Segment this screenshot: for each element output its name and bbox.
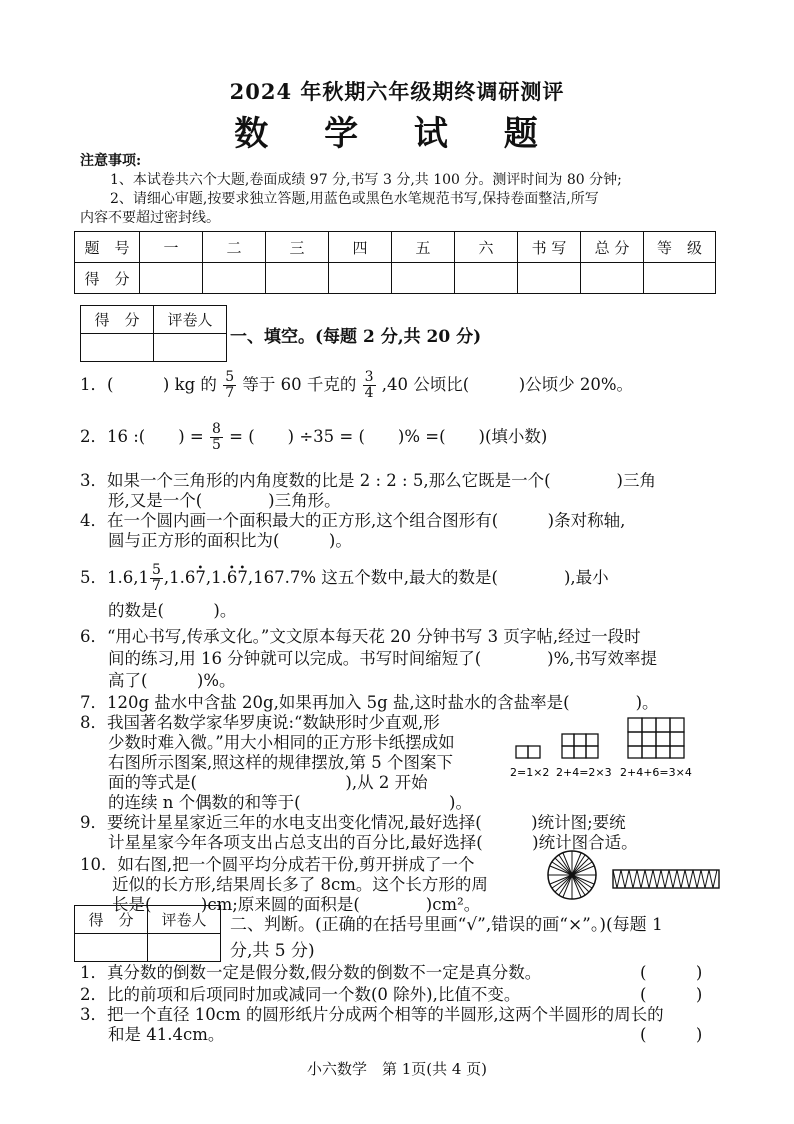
score-cell[interactable] [266,263,329,294]
grader-name-cell[interactable] [154,334,227,362]
score-cell[interactable] [140,263,203,294]
score-table-label-2: 得 分 [75,263,140,294]
question-1-6-cont2: 高了( )%。 [108,671,236,690]
score-col-4: 四 [329,232,392,263]
score-col-1: 一 [140,232,203,263]
grader-score-label: 得 分 [75,906,148,934]
fraction-5-7: $\frac{5}{7}$ [225,369,235,401]
question-1-8-cont3: 面的等式是( ),从 2 开始 [108,773,428,792]
question-1-5-cont: 的数是( )。 [108,601,237,620]
grader-score-cell[interactable] [75,934,148,962]
pattern-1-caption: 2=1×2 [510,766,550,779]
score-cell[interactable] [329,263,392,294]
score-table-score-row [75,263,716,294]
score-cell[interactable] [518,263,581,294]
repeating-digit: • 6 [227,568,238,587]
repeating-digit: • 7 [237,568,248,587]
score-table-header-row [75,232,716,263]
q5-text-b: ,1.6 [163,568,196,587]
score-table [74,231,716,294]
approx-rectangle [613,870,719,888]
score-cell[interactable] [203,263,266,294]
score-cell[interactable] [455,263,518,294]
q2-text-a: 2．16 :( ) = [80,427,204,446]
judge-question-3: 3．把一个直径 10cm 的圆形纸片分成两个相等的半圆形,这两个半圆形的周长的 [80,1005,664,1024]
grader-box-1 [80,305,227,362]
section-1-title: 一、填空。(每题 2 分,共 20 分) [230,327,482,347]
square-pattern-figure [508,712,718,784]
grader-score-label: 得 分 [81,306,154,334]
judge-answer-bracket-2[interactable]: ( ) [640,985,703,1004]
repeating-digit: • 7 [195,568,206,587]
score-col-writing: 书 写 [518,232,581,263]
notice-heading: 注意事项: [80,153,142,169]
sliced-circle [548,851,596,899]
pattern-2 [562,734,598,758]
score-col-grade: 等 级 [644,232,716,263]
q5-text-a: 5．1.6,1 [80,568,149,587]
question-1-8-cont1: 少数时难入微。”用大小相同的正方形卡纸摆成如 [108,733,455,752]
q1-text-c: ,40 公顷比( )公顷少 20%。 [381,375,634,394]
grader-name-cell[interactable] [148,934,221,962]
judge-answer-bracket-3[interactable]: ( ) [640,1025,703,1044]
page-footer: 小六数学 第 1页(共 4 页) [306,1060,488,1078]
judge-question-2: 2．比的前项和后项同时加或减同一个数(0 除外),比值不变。 [80,985,521,1004]
question-1-10-cont1: 近似的长方形,结果周长多了 8cm。这个长方形的周 [112,875,488,894]
judge-question-3-cont: 和是 41.4cm。 [108,1025,225,1044]
notice-item-2-cont: 内容不要超过密封线。 [80,210,220,226]
judge-answer-bracket-1[interactable]: ( ) [640,963,703,982]
question-1-8-cont2: 右图所示图案,照这样的规律摆放,第 5 个图案下 [108,753,453,772]
fraction-8-5: $\frac{8}{5}$ [212,421,221,453]
question-1-9: 9．要统计星星家近三年的水电支出变化情况,最好选择( )统计图;要统 [80,813,626,832]
score-col-3: 三 [266,232,329,263]
pattern-2-caption: 2+4=2×3 [556,766,612,779]
question-1-10: 10．如右图,把一个圆平均分成若干份,剪开拼成了一个 [80,855,475,874]
pattern-1 [516,746,540,758]
judge-question-1: 1．真分数的倒数一定是假分数,假分数的倒数不一定是真分数。 [80,963,542,982]
question-1-4-cont: 圆与正方形的面积比为( )。 [108,531,352,550]
notice-block [80,152,720,228]
question-1-3: 3．如果一个三角形的内角度数的比是 2 : 2 : 5,那么它既是一个( )三角 [80,471,656,490]
fraction-5-7: $\frac{5}{7}$ [151,562,161,594]
question-1-5 [80,563,609,594]
question-1-8-cont4: 的连续 n 个偶数的和等于( )。 [108,793,472,812]
q1-text-b: 等于 60 千克的 [242,375,357,394]
score-cell[interactable] [644,263,716,294]
pattern-3 [628,718,684,758]
score-col-2: 二 [203,232,266,263]
grader-name-label: 评卷人 [148,906,221,934]
question-1-6: 6．“用心书写,传承文化。”文文原本每天花 20 分钟书写 3 页字帖,经过一段时 [80,627,641,646]
score-cell[interactable] [392,263,455,294]
notice-item-1: 1、本试卷共六个大题,卷面成绩 97 分,书写 3 分,共 100 分。测评时间为 80 分钟; [110,172,622,188]
score-col-5: 五 [392,232,455,263]
question-1-9-cont: 计星星家今年各项支出占总支出的百分比,最好选择( )统计图合适。 [108,833,638,852]
question-1-8: 8．我国著名数学家华罗庚说:“数缺形时少直观,形 [80,713,440,732]
question-1-3-cont: 形,又是一个( )三角形。 [108,491,341,510]
question-1-7: 7．120g 盐水中含盐 20g,如果再加入 5g 盐,这时盐水的含盐率是( )。 [80,693,659,712]
question-1-10-cont2: 长是( )cm;原来圆的面积是( )cm²。 [112,895,481,914]
score-col-6: 六 [455,232,518,263]
question-1-2 [80,422,547,453]
q2-text-b: = ( ) ÷35 = ( )% =( )(填小数) [229,427,548,446]
q1-text-a: 1．( ) kg 的 [80,375,217,394]
fraction-3-4: $\frac{3}{4}$ [364,369,374,401]
grader-box-2 [74,905,221,962]
exam-title: 2024 年秋期六年级期终调研测评 [229,79,565,104]
section-2-title: 二、判断。(正确的在括号里画“√”,错误的画“×”。)(每题 1 [230,915,663,935]
pattern-3-caption: 2+4+6=3×4 [620,766,692,779]
q5-text-c: ,1. [205,568,227,587]
q5-text-d: ,167.7% 这五个数中,最大的数是( ),最小 [247,568,609,587]
grader-score-cell[interactable] [81,334,154,362]
subject-title: 数 学 试 题 [234,114,560,154]
section-2-title-cont: 分,共 5 分) [230,941,315,961]
score-col-total: 总 分 [581,232,644,263]
grader-name-label: 评卷人 [154,306,227,334]
question-1-1 [80,370,633,401]
score-table-label: 题 号 [75,232,140,263]
question-1-6-cont: 间的练习,用 16 分钟就可以完成。书写时间缩短了( )%,书写效率提 [108,649,658,668]
notice-item-2: 2、请细心审题,按要求独立答题,用蓝色或黑色水笔规范书写,保持卷面整洁,所写 [110,191,599,207]
score-cell[interactable] [581,263,644,294]
question-1-4: 4．在一个圆内画一个面积最大的正方形,这个组合图形有( )条对称轴, [80,511,626,530]
circle-to-rectangle-figure [545,848,723,902]
